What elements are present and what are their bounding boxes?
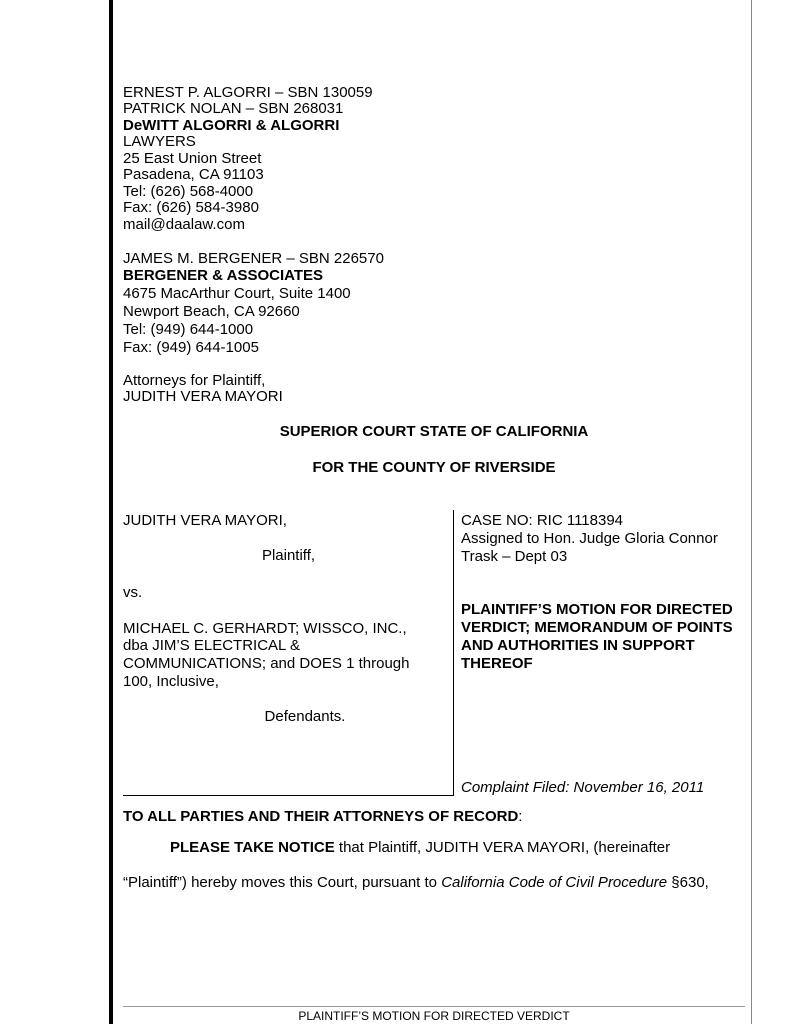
firm2-fax: Fax: (949) 644-1005: [123, 339, 259, 356]
salutation-colon: :: [518, 808, 523, 825]
firm-city: Pasadena, CA 91103: [123, 166, 264, 183]
defendant-line-1: MICHAEL C. GERHARDT; WISSCO, INC.,: [123, 620, 407, 637]
firm2-street: 4675 MacArthur Court, Suite 1400: [123, 285, 351, 302]
plaintiff-name: JUDITH VERA MAYORI,: [123, 512, 287, 529]
firm-email: mail@daalaw.com: [123, 216, 245, 233]
salutation-text: TO ALL PARTIES AND THEIR ATTORNEYS OF RECORD: [123, 808, 519, 825]
page-footer: PLAINTIFF’S MOTION FOR DIRECTED VERDICT: [298, 1009, 570, 1023]
caption-bottom-rule: [123, 795, 454, 796]
court-name: SUPERIOR COURT STATE OF CALIFORNIA: [279, 423, 589, 440]
firm-fax: Fax: (626) 584-3980: [123, 199, 259, 216]
court-county: FOR THE COUNTY OF RIVERSIDE: [312, 459, 556, 476]
notice-line2-start: “Plaintiff”) hereby moves this Court, pursuant to: [123, 874, 442, 891]
left-margin-rule: [109, 0, 113, 1024]
counsel-line-2: PATRICK NOLAN – SBN 268031: [123, 100, 344, 117]
notice-paragraph-line-1: [170, 839, 670, 856]
notice-paragraph-line-2: [123, 874, 709, 891]
plaintiff-role: Plaintiff,: [261, 547, 316, 564]
defendant-line-3: COMMUNICATIONS; and DOES 1 through: [123, 655, 410, 672]
firm-name-2: BERGENER & ASSOCIATES: [123, 267, 324, 284]
complaint-filed: Complaint Filed: November 16, 2011: [461, 779, 705, 796]
attorneys-for-line-2: JUDITH VERA MAYORI: [123, 388, 283, 405]
motion-title-line-1: PLAINTIFF’S MOTION FOR DIRECTED: [461, 601, 733, 618]
footer-rule: [123, 1006, 745, 1007]
statute-reference: California Code of Civil Procedure: [441, 874, 668, 891]
firm2-tel: Tel: (949) 644-1000: [123, 321, 254, 338]
firm2-city: Newport Beach, CA 92660: [123, 303, 300, 320]
defendant-line-4: 100, Inclusive,: [123, 673, 219, 690]
motion-title-line-4: THEREOF: [461, 655, 533, 672]
motion-title-line-2: VERDICT; MEMORANDUM OF POINTS: [461, 619, 733, 636]
case-number: CASE NO: RIC 1118394: [461, 512, 624, 529]
firm-tel: Tel: (626) 568-4000: [123, 183, 254, 200]
counsel-line-1: ERNEST P. ALGORRI – SBN 130059: [123, 84, 373, 101]
notice-line2-end: §630,: [667, 874, 709, 891]
notice-lead: PLEASE TAKE NOTICE: [170, 839, 335, 856]
right-margin-rule: [751, 0, 752, 1024]
assigned-judge: Assigned to Hon. Judge Gloria Connor: [461, 530, 718, 547]
firm-name-1: DeWITT ALGORRI & ALGORRI: [123, 117, 340, 134]
defendant-role: Defendants.: [264, 708, 346, 725]
firm-subtitle: LAWYERS: [123, 133, 196, 150]
notice-rest: that Plaintiff, JUDITH VERA MAYORI, (hereinafter: [334, 839, 671, 856]
caption-divider: [453, 510, 454, 796]
attorneys-for-line-1: Attorneys for Plaintiff,: [123, 372, 266, 389]
defendant-line-2: dba JIM’S ELECTRICAL &: [123, 637, 301, 654]
salutation: [123, 808, 522, 825]
motion-title-line-3: AND AUTHORITIES IN SUPPORT: [461, 637, 695, 654]
counsel2-line-1: JAMES M. BERGENER – SBN 226570: [123, 250, 384, 267]
versus: vs.: [123, 584, 143, 601]
department: Trask – Dept 03: [461, 548, 568, 565]
firm-street: 25 East Union Street: [123, 150, 262, 167]
